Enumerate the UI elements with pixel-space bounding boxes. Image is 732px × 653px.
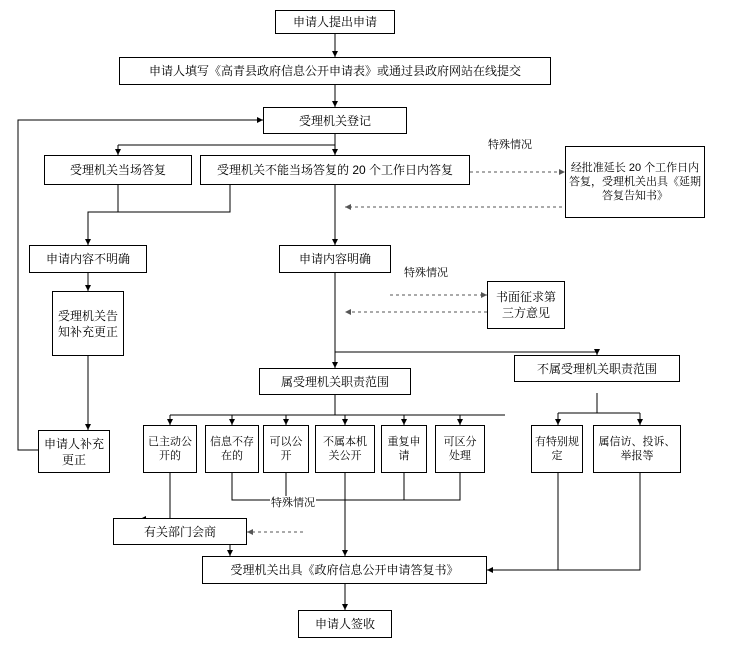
node-label: 受理机关当场答复 bbox=[69, 163, 166, 177]
node-label: 申请人提出申请 bbox=[292, 15, 377, 29]
node-outside-scope bbox=[514, 355, 680, 382]
node-label: 受理机关告知补充更正 bbox=[57, 308, 118, 339]
node-label: 受理机关不能当场答复的 20 个工作日内答复 bbox=[216, 163, 454, 177]
node-special-provision bbox=[531, 425, 583, 473]
node-label: 信息不存在的 bbox=[210, 436, 254, 462]
node-label: 申请人签收 bbox=[314, 617, 375, 631]
node-fill-form bbox=[119, 57, 551, 85]
edge-label-special-case-2 bbox=[403, 266, 449, 280]
node-label: 有特别规定 bbox=[535, 436, 579, 462]
node-can-disclose bbox=[263, 425, 309, 473]
node-petition-complaint bbox=[593, 425, 681, 473]
node-label: 属受理机关职责范围 bbox=[280, 374, 389, 389]
node-info-not-exist bbox=[205, 425, 259, 473]
node-label: 不属本机关公开 bbox=[323, 436, 367, 462]
node-label: 可区分处理 bbox=[443, 436, 477, 462]
node-applicant-receipt bbox=[298, 610, 392, 638]
node-within-scope bbox=[259, 368, 411, 395]
node-label: 受理机关登记 bbox=[298, 113, 371, 128]
node-label: 不属受理机关职责范围 bbox=[536, 361, 657, 376]
node-request-unclear bbox=[29, 245, 147, 273]
node-registration bbox=[263, 107, 407, 134]
node-onsite-reply bbox=[44, 155, 192, 185]
node-duplicate-request bbox=[381, 425, 427, 473]
node-label: 属信访、投诉、举报等 bbox=[598, 436, 676, 462]
node-label: 可以公开 bbox=[269, 436, 303, 462]
node-notify-supplement bbox=[52, 291, 124, 356]
node-label: 书面征求第三方意见 bbox=[495, 290, 556, 320]
node-already-disclosed bbox=[143, 425, 197, 473]
node-20-working-days bbox=[200, 155, 470, 185]
edge-label-special-case-1 bbox=[487, 138, 533, 152]
edge-label-text: 特殊情况 bbox=[271, 497, 315, 509]
node-label: 重复申请 bbox=[387, 436, 421, 462]
node-label: 申请内容明确 bbox=[298, 252, 371, 266]
node-applicant-submit bbox=[275, 10, 395, 34]
edge-label-special-case-3 bbox=[270, 496, 316, 510]
node-extend-20-days bbox=[565, 146, 705, 218]
node-label: 申请人补充更正 bbox=[43, 436, 104, 467]
node-third-party-opinion bbox=[487, 281, 565, 329]
edge-label-text: 特殊情况 bbox=[488, 139, 532, 151]
node-label: 已主动公开的 bbox=[148, 436, 192, 462]
node-issue-reply-document bbox=[202, 556, 487, 584]
node-separable-handling bbox=[435, 425, 485, 473]
node-applicant-supplement bbox=[38, 430, 110, 473]
node-request-clear bbox=[279, 245, 391, 273]
node-label: 经批准延长 20 个工作日内答复，受理机关出具《延期答复告知书》 bbox=[569, 162, 701, 202]
node-label: 受理机关出具《政府信息公开申请答复书》 bbox=[230, 563, 459, 577]
node-label: 申请内容不明确 bbox=[45, 252, 130, 266]
node-not-this-agency bbox=[315, 425, 375, 473]
node-label: 申请人填写《高青县政府信息公开申请表》或通过县政府网站在线提交 bbox=[148, 64, 521, 78]
node-department-consultation bbox=[113, 518, 247, 545]
node-label: 有关部门会商 bbox=[143, 524, 216, 539]
edge-label-text: 特殊情况 bbox=[404, 267, 448, 279]
